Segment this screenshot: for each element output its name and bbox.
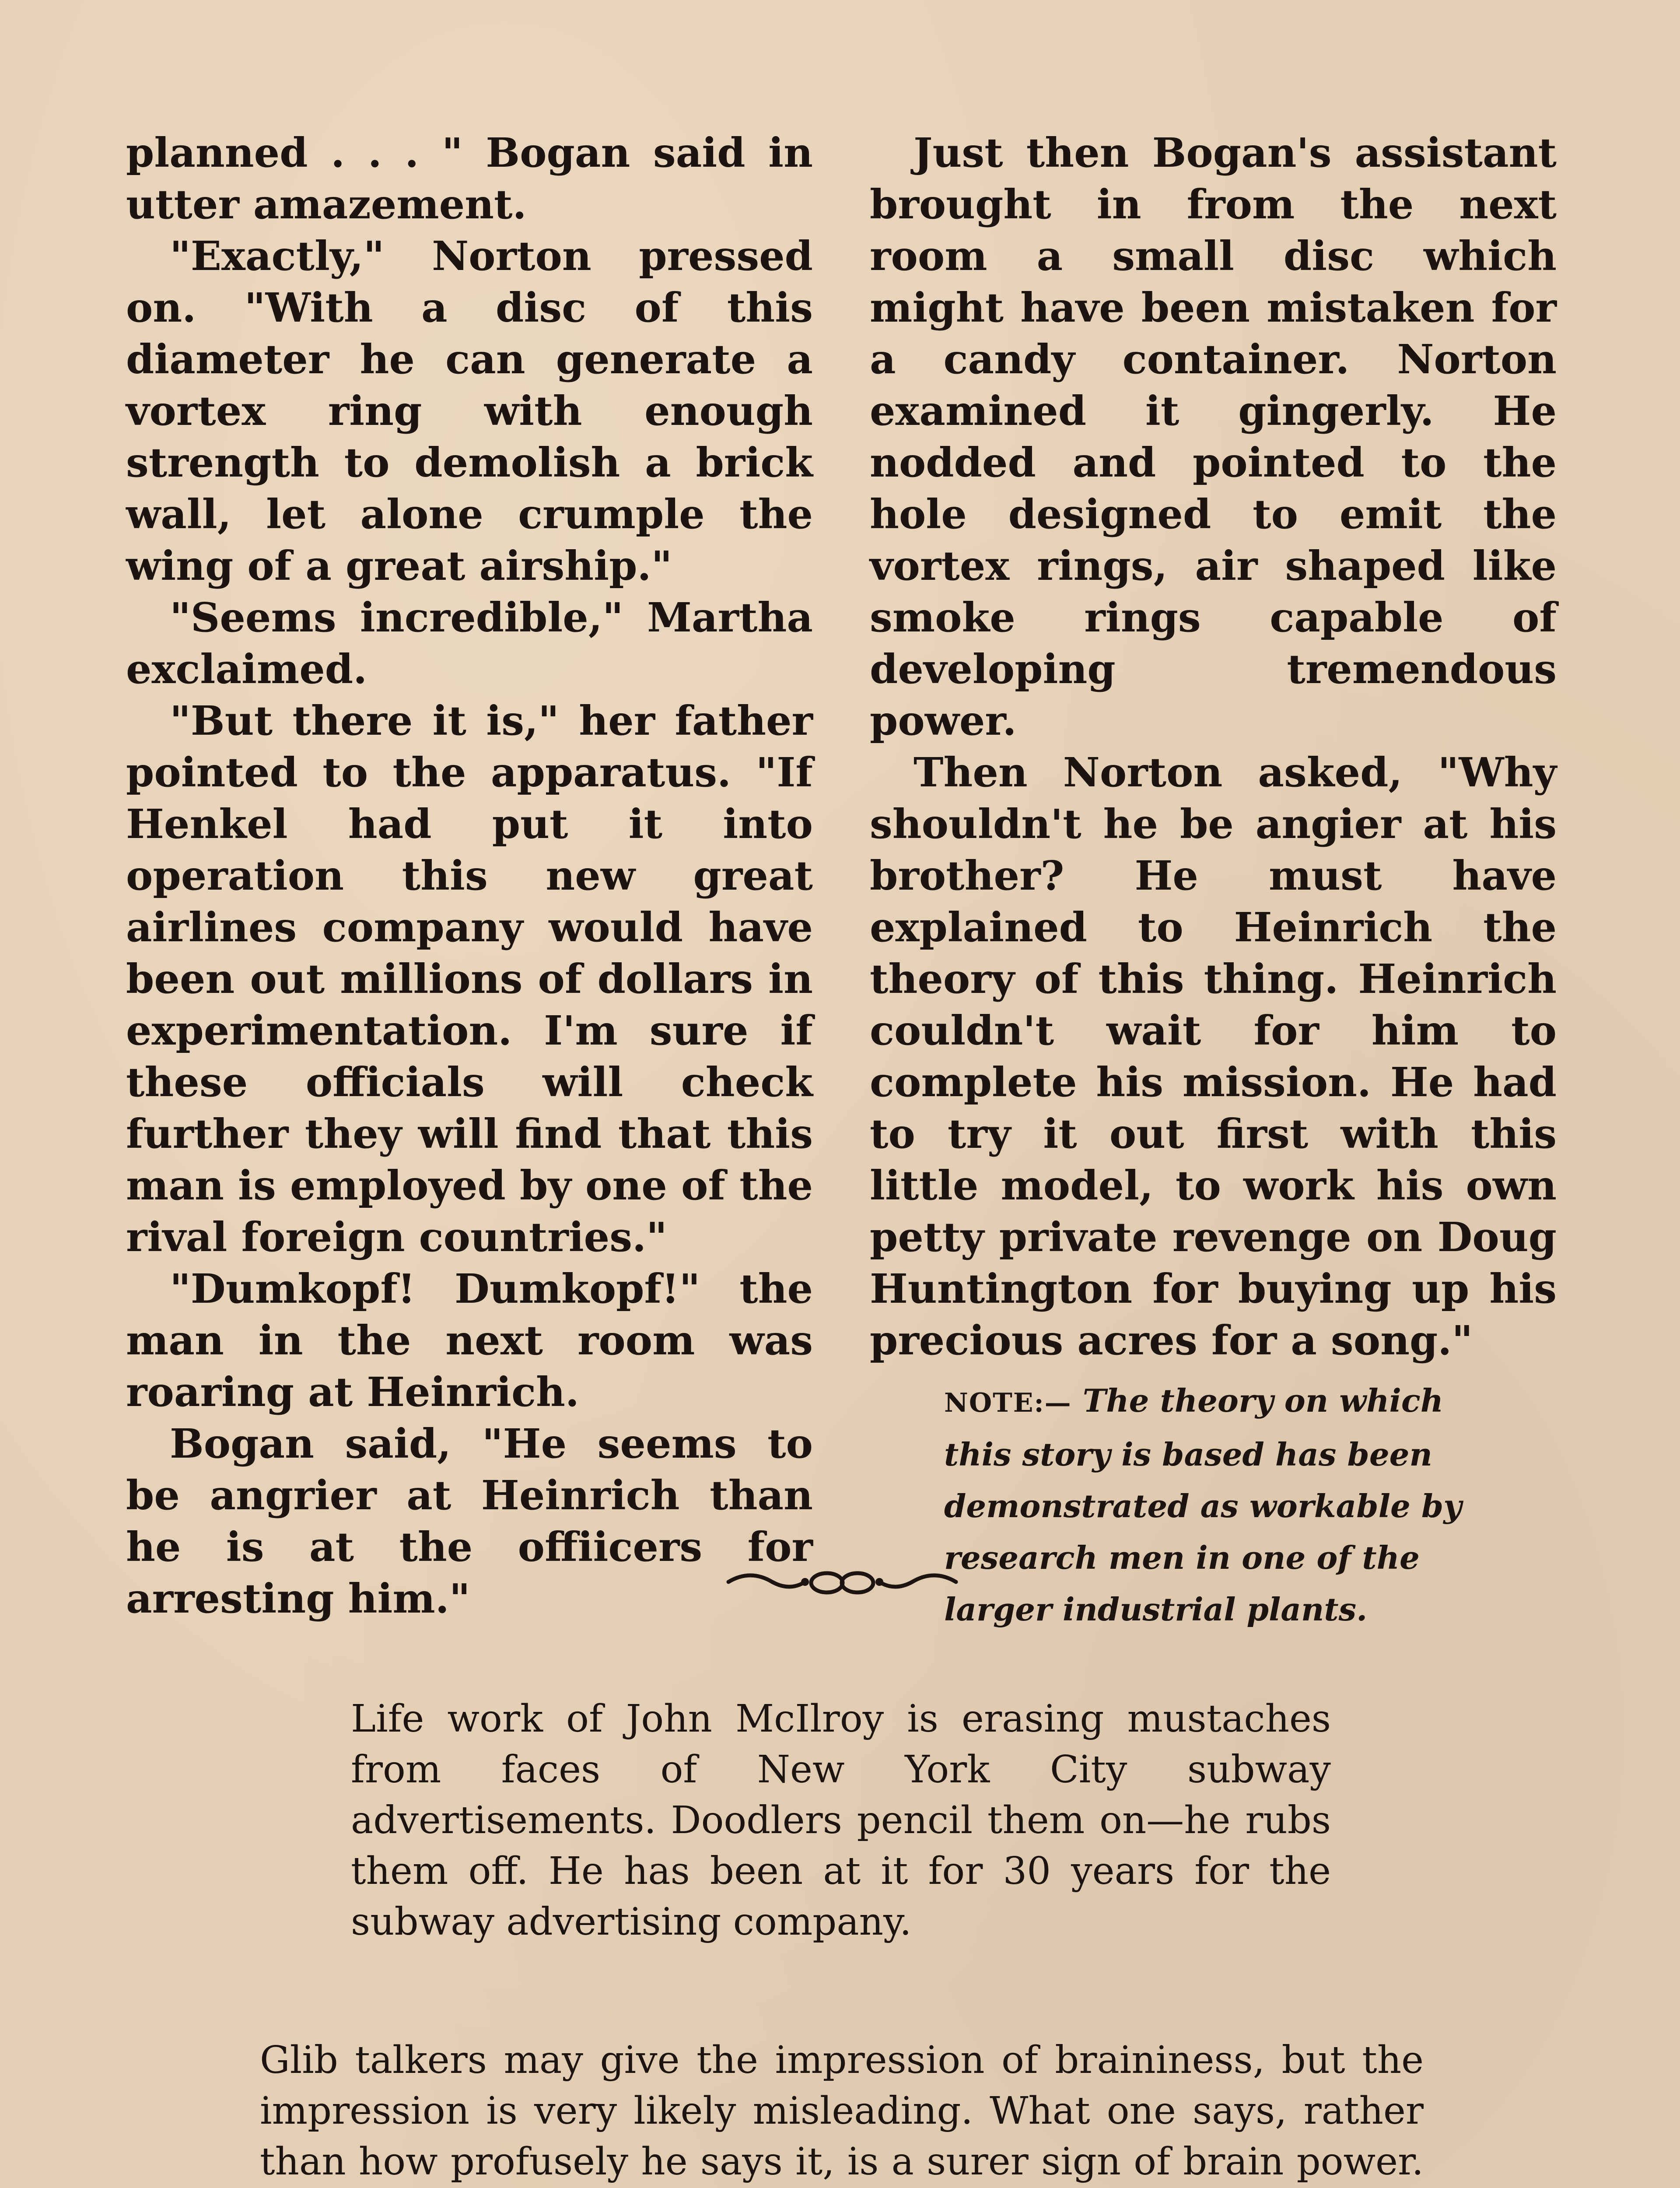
left-paragraph-6: Bogan said, "He seems to be angrier at Heinrich than he is at the offiicers for arresting him." — [126, 1420, 813, 1622]
right-paragraph-2: Then Norton asked, "Why shouldn't he be angier at his brother? He must have explained to Heinrich the theory of this thing. Heinrich couldn't wait for him to complete his mission. He had to try it out first with this little model, to work his own petty private revenge on Doug Huntington for buying up his precious acres for a song." — [870, 749, 1557, 1364]
filler-mustaches: Life work of John McIlroy is erasing mustaches from faces of New York City subway advertisements. Doodlers pencil them on—he rubs them off. He has been at it for 30 years for the subway advertising company. — [351, 1697, 1331, 1944]
left-paragraph-5: "Dumkopf! Dumkopf!" the man in the next room was roaring at Heinrich. — [126, 1265, 813, 1416]
left-paragraph-1: planned . . . " Bogan said in utter amazement. — [126, 129, 813, 228]
right-paragraph-1: Just then Bogan's assistant brought in from the next room a small disc which might have been mistaken for a candy container. Norton examined it gingerly. He nodded and pointed to the hole designed to emit the vortex rings, air shaped like smoke rings capable of developing tremendous power. — [870, 129, 1557, 744]
left-column — [126, 127, 813, 1624]
right-column — [870, 127, 1557, 1635]
left-paragraph-2: "Exactly," Norton pressed on. "With a disc of this diameter he can generate a vortex ring with enough strength to demolish a brick wall, let alone crumple the wing of a great airship." — [126, 232, 813, 589]
left-paragraph-3: "Seems incredible," Martha exclaimed. — [126, 594, 813, 693]
note-text: The theory on which this story is based has been demonstrated as workable by research men in one of the larger industrial plants. — [944, 1382, 1462, 1628]
filler-glib-talkers: Glib talkers may give the impression of braininess, but the impression is very likely misleading. What one says, rather than how profusely he says it, is a surer sign of brain power. — [260, 2038, 1424, 2184]
author-note — [944, 1375, 1487, 1635]
note-label: NOTE:— — [944, 1388, 1072, 1418]
scroll-ornament-icon — [724, 1564, 960, 1599]
left-paragraph-4: "But there it is," her father pointed to the apparatus. "If Henkel had put it into operation this new great airlines company would have been out millions of dollars in experimentation. I'm sure if these officials will check further they will find that this man is employed by one of the rival foreign countries." — [126, 697, 813, 1261]
